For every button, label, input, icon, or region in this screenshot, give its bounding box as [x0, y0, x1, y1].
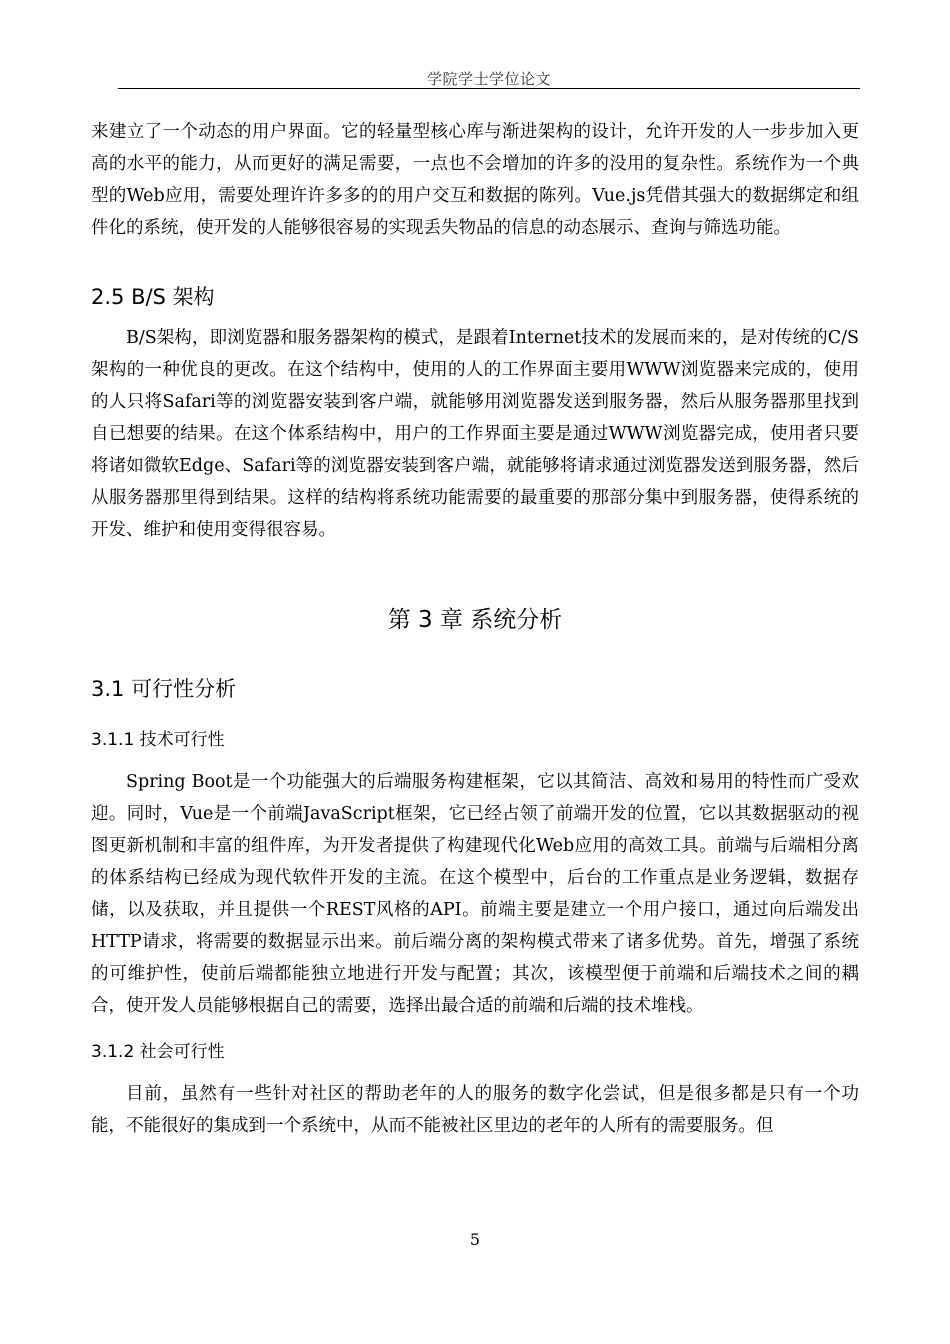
- header-rule: [118, 88, 860, 89]
- page-number: 5: [469, 1230, 481, 1249]
- chapter-heading-3: 第 3 章 系统分析: [387, 607, 563, 633]
- page-content: [91, 116, 859, 1142]
- paragraph-social-feasibility: 目前，虽然有一些针对社区的帮助老年的人的服务的数字化尝试，但是很多都是只有一个功能，不能很好的集成到一个系统中，从而不能被社区里边的老年的人所有的需要服务。但: [91, 1084, 859, 1136]
- section-heading-3-1: 3.1 可行性分析: [91, 677, 237, 701]
- paragraph-technical-feasibility: Spring Boot是一个功能强大的后端服务构建框架，它以其简洁、高效和易用的特性而广受欢迎。同时，Vue是一个前端JavaScript框架，它已经占领了前端开发的位置，它以其数据驱动的视图更新机制和丰富的组件库，为开发者提供了构建现代化Web应用的高效工具。前端与后端相分离的体系结构已经成为现代软件开发的主流。在这个模型中，后台的工作重点是业务逻辑，数据存储，以及获取，并且提供一个REST风格的API。前端主要是建立一个用户接口，通过向后端发出HTTP请求，将需要的数据显示出来。前后端分离的架构模式带来了诸多优势。首先，增强了系统的可维护性，使前后端都能独立地进行开发与配置；其次，该模型便于前端和后端技术之间的耦合，使开发人员能够根据自己的需要，选择出最合适的前端和后端的技术堆栈。: [91, 772, 859, 1016]
- paragraph-bs-architecture: B/S架构，即浏览器和服务器架构的模式，是跟着Internet技术的发展而来的，是对传统的C/S架构的一种优良的更改。在这个结构中，使用的人的工作界面主要用WWW浏览器来完成的，使用的人只将Safari等的浏览器安装到客户端，就能够用浏览器发送到服务器，然后从服务器那里找到自已想要的结果。在这个体系结构中，用户的工作界面主要是通过WWW浏览器完成，使用者只要将诸如微软Edge、Safari等的浏览器安装到客户端，就能够将请求通过浏览器发送到服务器，然后从服务器那里得到结果。这样的结构将系统功能需要的最重要的那部分集中到服务器，使得系统的开发、维护和使用变得很容易。: [91, 328, 859, 540]
- section-heading-2-5: 2.5 B/S 架构: [91, 285, 215, 309]
- subsection-heading-3-1-1: 3.1.1 技术可行性: [91, 730, 225, 750]
- running-header: 学院学士学位论文: [426, 70, 551, 88]
- paragraph-vue-intro: 来建立了一个动态的用户界面。它的轻量型核心库与渐进架构的设计，允许开发的人一步步加入更高的水平的能力，从而更好的满足需要，一点也不会增加的许多的没用的复杂性。系统作为一个典型的Web应用，需要处理许许多多的的用户交互和数据的陈列。Vue.js凭借其强大的数据绑定和组件化的系统，使开发的人能够很容易的实现丢失物品的信息的动态展示、查询与筛选功能。: [91, 122, 859, 238]
- subsection-heading-3-1-2: 3.1.2 社会可行性: [91, 1042, 225, 1062]
